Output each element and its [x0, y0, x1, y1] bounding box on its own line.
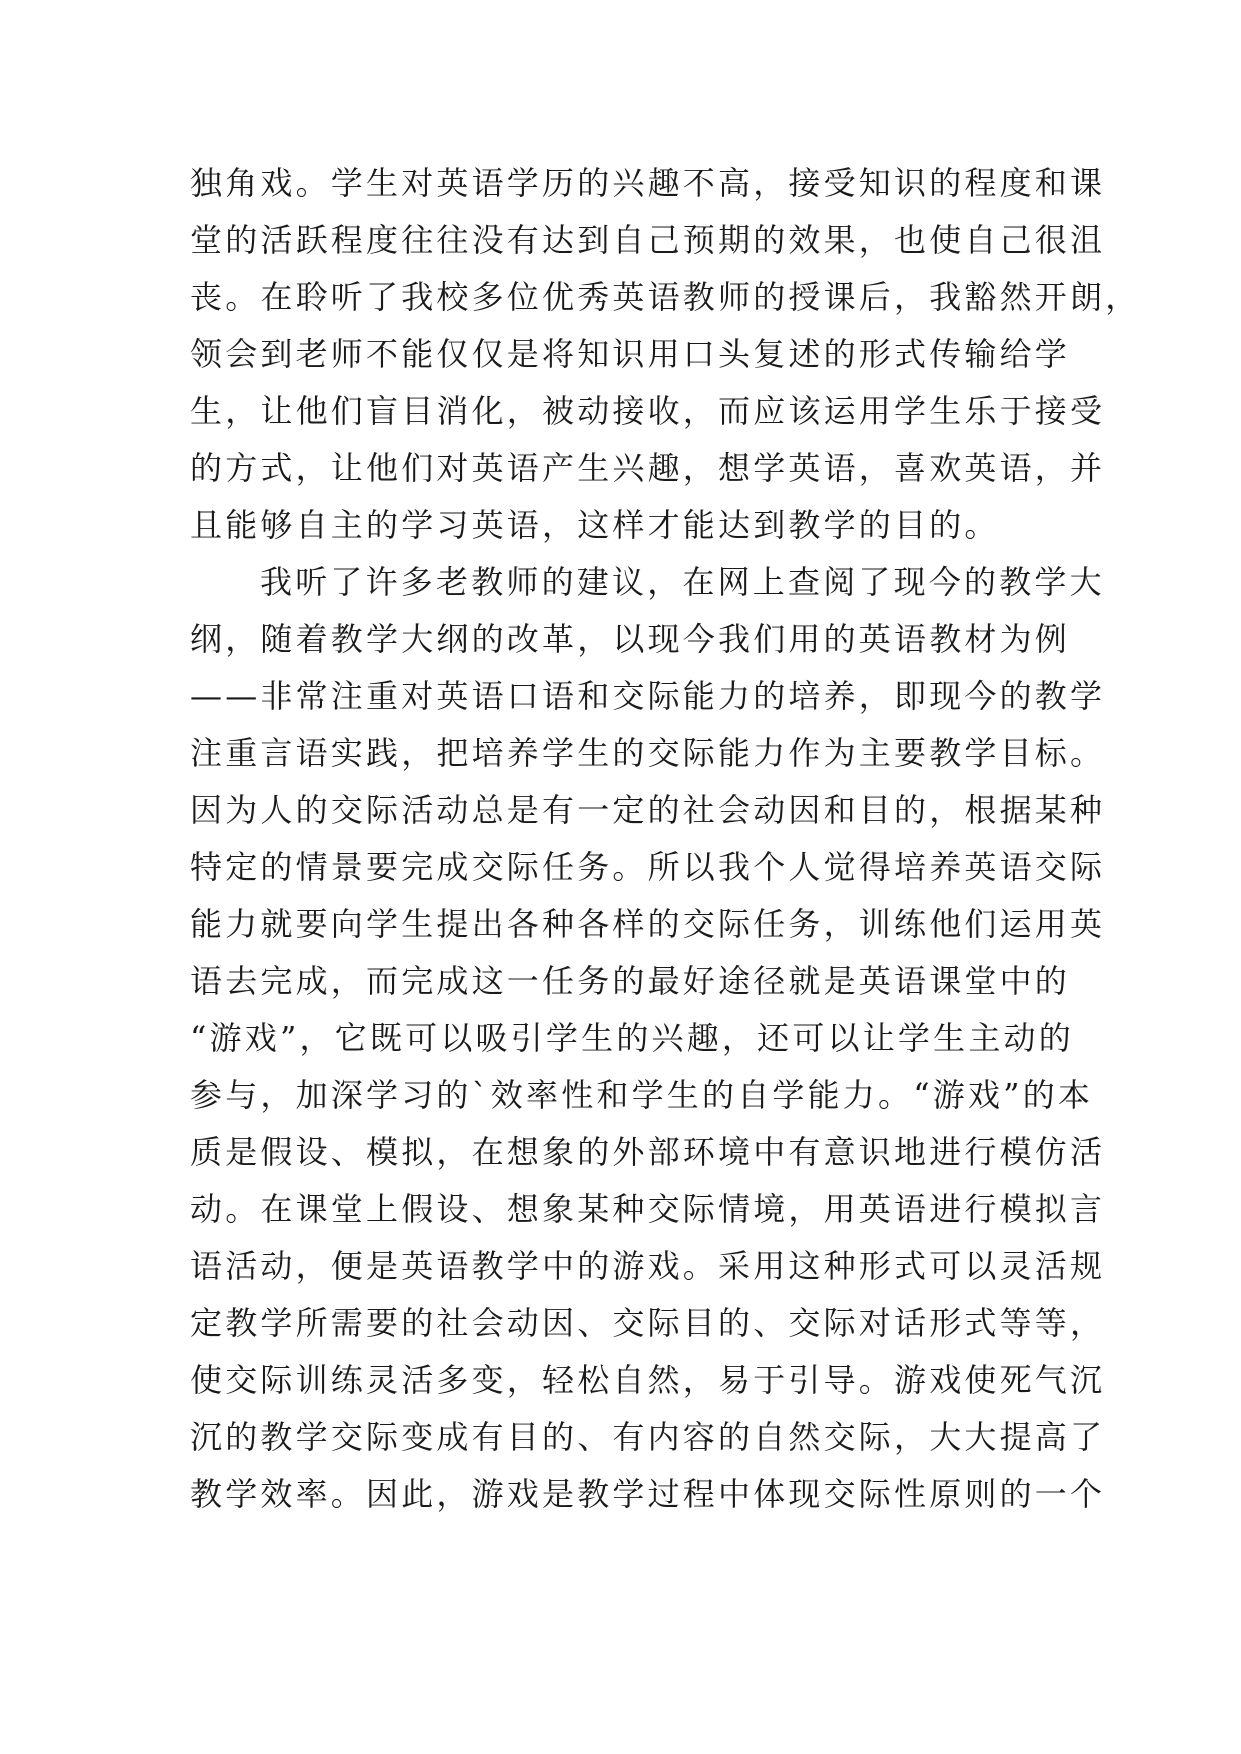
text-line: 定教学所需要的社会动因、交际目的、交际对话形式等等， — [190, 1304, 1106, 1342]
text-line: 且能够自主的学习英语，这样才能达到教学的目的。 — [190, 506, 1000, 544]
text-line: 动。在课堂上假设、想象某种交际情境，用英语进行模拟言 — [190, 1190, 1106, 1228]
text-line: 语活动，便是英语教学中的游戏。采用这种形式可以灵活规 — [190, 1247, 1106, 1285]
text-line: 质是假设、模拟，在想象的外部环境中有意识地进行模仿活 — [190, 1133, 1106, 1171]
text-line: 特定的情景要完成交际任务。所以我个人觉得培养英语交际 — [190, 848, 1106, 886]
text-line: 因为人的交际活动总是有一定的社会动因和目的，根据某种 — [190, 791, 1106, 829]
text-line: 领会到老师不能仅仅是将知识用口头复述的形式传输给学 — [190, 335, 1071, 373]
text-line: “游戏”，它既可以吸引学生的兴趣，还可以让学生主动的 — [190, 1019, 1074, 1057]
text-line: 沉的教学交际变成有目的、有内容的自然交际，大大提高了 — [190, 1418, 1106, 1456]
paragraph-start-line: 我听了许多老教师的建议，在网上查阅了现今的教学大 — [260, 563, 1105, 601]
body-text — [190, 155, 1141, 1523]
text-line: 生，让他们盲目消化，被动接收，而应该运用学生乐于接受 — [190, 392, 1106, 430]
text-line: 的方式，让他们对英语产生兴趣，想学英语，喜欢英语，并 — [190, 449, 1106, 487]
text-line: ——非常注重对英语口语和交际能力的培养，即现今的教学 — [190, 677, 1106, 715]
text-line: 使交际训练灵活多变，轻松自然，易于引导。游戏使死气沉 — [190, 1361, 1106, 1399]
text-line: 参与，加深学习的`效率性和学生的自学能力。“游戏”的本 — [190, 1076, 1094, 1114]
text-line: 堂的活跃程度往往没有达到自己预期的效果，也使自己很沮 — [190, 221, 1106, 259]
text-line: 能力就要向学生提出各种各样的交际任务，训练他们运用英 — [190, 905, 1106, 943]
text-line: 独角戏。学生对英语学历的兴趣不高，接受知识的程度和课 — [190, 164, 1106, 202]
text-line: 纲，随着教学大纲的改革，以现今我们用的英语教材为例 — [190, 620, 1071, 658]
text-line: 注重言语实践，把培养学生的交际能力作为主要教学目标。 — [190, 734, 1106, 772]
text-line: 教学效率。因此，游戏是教学过程中体现交际性原则的一个 — [190, 1475, 1106, 1513]
text-line: 语去完成，而完成这一任务的最好途径就是英语课堂中的 — [190, 962, 1071, 1000]
text-line: 丧。在聆听了我校多位优秀英语教师的授课后，我豁然开朗， — [190, 278, 1141, 316]
